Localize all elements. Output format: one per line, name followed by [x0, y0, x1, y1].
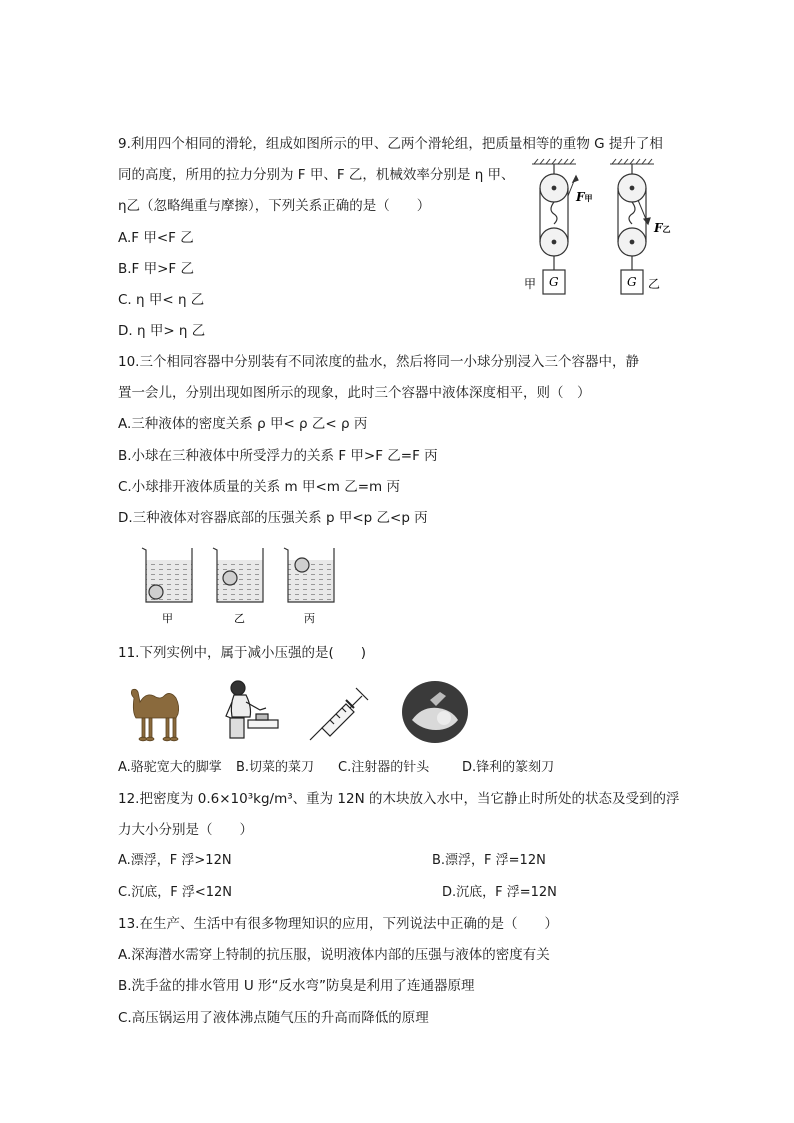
beaker-label-bing: 丙 [304, 612, 315, 625]
seal-carving-image [400, 680, 470, 744]
q9-option-c: C. η 甲< η 乙 [118, 292, 205, 308]
figure-label-left: 甲 [524, 277, 537, 291]
q9-option-d: D. η 甲> η 乙 [118, 323, 206, 339]
q12-option-d: D.沉底，F 浮=12N [442, 885, 557, 900]
q11-option-b: B.切菜的菜刀 [236, 760, 315, 775]
beaker-jia [142, 548, 192, 602]
camel-image [124, 680, 190, 742]
q9-stem-line3: η乙（忽略绳重与摩擦），下列关系正确的是（ ） [118, 198, 431, 214]
q10-stem-line2: 置一会儿，分别出现如图所示的现象，此时三个容器中液体深度相平，则（ ） [118, 385, 591, 401]
q11-option-a: A.骆驼宽大的脚掌 [118, 760, 222, 775]
force-right-label: F乙 [654, 221, 671, 235]
q11-option-d: D.锋利的篆刻刀 [462, 760, 555, 775]
q13-option-c: C.高压锅运用了液体沸点随气压的升高而降低的原理 [118, 1010, 429, 1026]
syringe-image [304, 678, 372, 744]
weight-left-label: G [549, 275, 559, 289]
cutting-vegetables-image [212, 676, 282, 744]
beakers-figure [134, 542, 354, 626]
q10-option-a: A.三种液体的密度关系 ρ 甲< ρ 乙< ρ 丙 [118, 416, 368, 432]
q12-stem-line2: 力大小分别是（ ） [118, 822, 253, 838]
q9-stem-line2: 同的高度，所用的拉力分别为 F 甲、F 乙，机械效率分别是 η 甲、 [118, 167, 515, 183]
q12-stem-line1: 12.把密度为 0.6×10³kg/m³、重为 12N 的木块放入水中，当它静止时所处的状态及受到的浮 [118, 791, 680, 807]
q10-option-b: B.小球在三种液体中所受浮力的关系 F 甲>F 乙=F 丙 [118, 448, 438, 464]
q9-option-a: A.F 甲<F 乙 [118, 230, 194, 246]
q12-option-a: A.漂浮，F 浮>12N [118, 853, 232, 868]
beaker-yi [213, 548, 263, 602]
ceiling-right [610, 159, 654, 164]
weight-right-label: G [627, 275, 637, 289]
q9-stem-line1: 9.利用四个相同的滑轮，组成如图所示的甲、乙两个滑轮组，把质量相等的重物 G 提升了相 [118, 136, 663, 152]
pulley-figure [518, 156, 678, 306]
q11-stem: 11.下列实例中，属于减小压强的是( ) [118, 645, 367, 661]
pulley-system-left [540, 164, 578, 294]
figure-label-right: 乙 [648, 277, 661, 291]
q10-option-c: C.小球排开液体质量的关系 m 甲<m 乙=m 丙 [118, 479, 400, 495]
q13-stem: 13.在生产、生活中有很多物理知识的应用，下列说法中正确的是（ ） [118, 916, 558, 932]
beaker-label-jia: 甲 [162, 612, 173, 625]
q13-option-a: A.深海潜水需穿上特制的抗压服，说明液体内部的压强与液体的密度有关 [118, 947, 550, 963]
force-left-label: F甲 [576, 190, 593, 204]
q10-option-d: D.三种液体对容器底部的压强关系 p 甲<p 乙<p 丙 [118, 510, 428, 526]
q13-option-b: B.洗手盆的排水管用 U 形“反水弯”防臭是利用了连通器原理 [118, 978, 475, 994]
beaker-bing [284, 548, 334, 602]
q12-option-b: B.漂浮，F 浮=12N [432, 853, 546, 868]
beaker-label-yi: 乙 [234, 612, 245, 625]
q10-stem-line1: 10.三个相同容器中分别装有不同浓度的盐水，然后将同一小球分别浸入三个容器中，静 [118, 354, 639, 370]
q9-option-b: B.F 甲>F 乙 [118, 261, 194, 277]
q12-option-c: C.沉底，F 浮<12N [118, 885, 232, 900]
ceiling-left [532, 159, 576, 164]
q11-option-c: C.注射器的针头 [338, 760, 430, 775]
